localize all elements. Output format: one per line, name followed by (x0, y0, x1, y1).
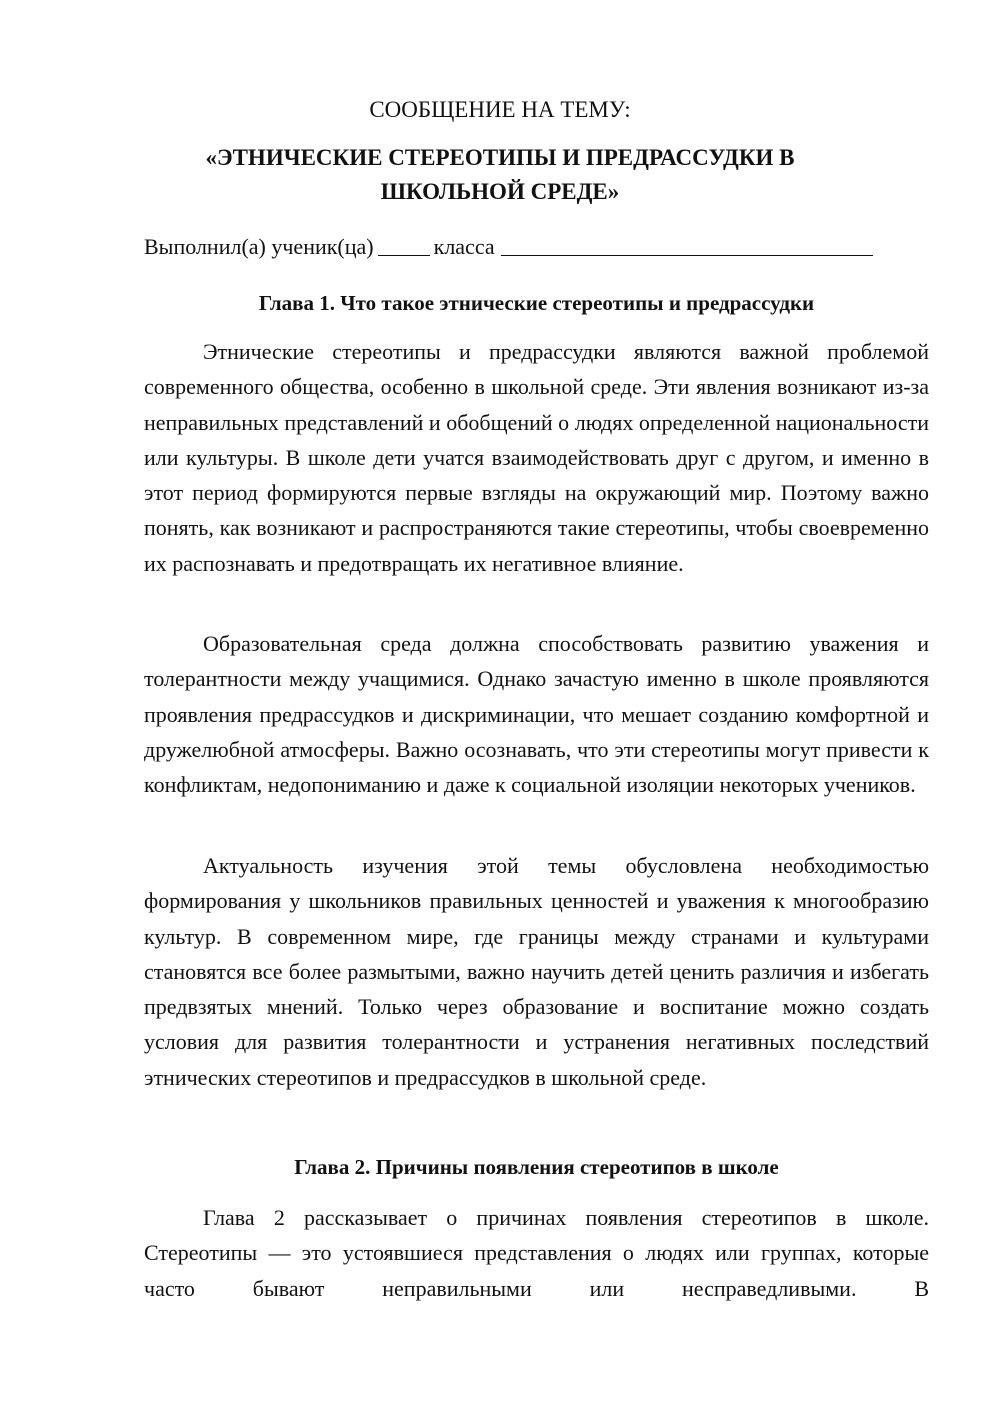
author-prefix: Выполнил(а) ученик(ца) (144, 234, 374, 259)
class-label: класса (433, 234, 495, 259)
document-heading-label: СООБЩЕНИЕ НА ТЕМУ: (369, 97, 631, 122)
chapter-2-title: Глава 2. Причины появления стереотипов в школе (294, 1155, 779, 1179)
author-line (144, 231, 873, 262)
chapter-1-title: Глава 1. Что такое этнические стереотипы и предрассудки (258, 291, 815, 315)
document-title-line-1: «ЭТНИЧЕСКИЕ СТЕРЕОТИПЫ И ПРЕДРАССУДКИ В (205, 145, 795, 170)
student-name-blank (501, 233, 873, 256)
chapter-1-paragraph-2: Образовательная среда должна способствовать развитию уважения и толерантности между учащимися. Однако зачастую именно в школе проявляются проявления предрассудков и дискриминации, что мешает созданию комфортной и дружелюбной атмосферы. Важно осознавать, что эти стереотипы могут привести к конфликтам, недопониманию и даже к социальной изоляции некоторых учеников. (144, 631, 929, 798)
class-number-blank (378, 233, 430, 256)
chapter-1-paragraph-3: Актуальность изучения этой темы обусловлена необходимостью формирования у школьников правильных ценностей и уважения к многообразию культур. В современном мире, где границы между странами и культурами становятся все более размытыми, важно научить детей ценить различия и избегать предвзятых мнений. Только через образование и воспитание можно создать условия для развития толерантности и устранения негативных последствий этнических стереотипов и предрассудков в школьной среде. (144, 853, 929, 1090)
chapter-2-paragraph-1: Глава 2 рассказывает о причинах появления стереотипов в школе. Стереотипы — это устоявшиеся представления о людях или группах, которые часто бывают неправильными или несправедливыми. В (144, 1205, 929, 1301)
document-title-line-2: ШКОЛЬНОЙ СРЕДЕ» (380, 179, 620, 204)
chapter-1-paragraph-1: Этнические стереотипы и предрассудки являются важной проблемой современного общества, особенно в школьной среде. Эти явления возникают из-за неправильных представлений и обобщений о людях определенной национальности или культуры. В школе дети учатся взаимодействовать друг с другом, и именно в этот период формируются первые взгляды на окружающий мир. Поэтому важно понять, как возникают и распространяются такие стереотипы, чтобы своевременно их распознавать и предотвращать их негативное влияние. (144, 339, 929, 576)
